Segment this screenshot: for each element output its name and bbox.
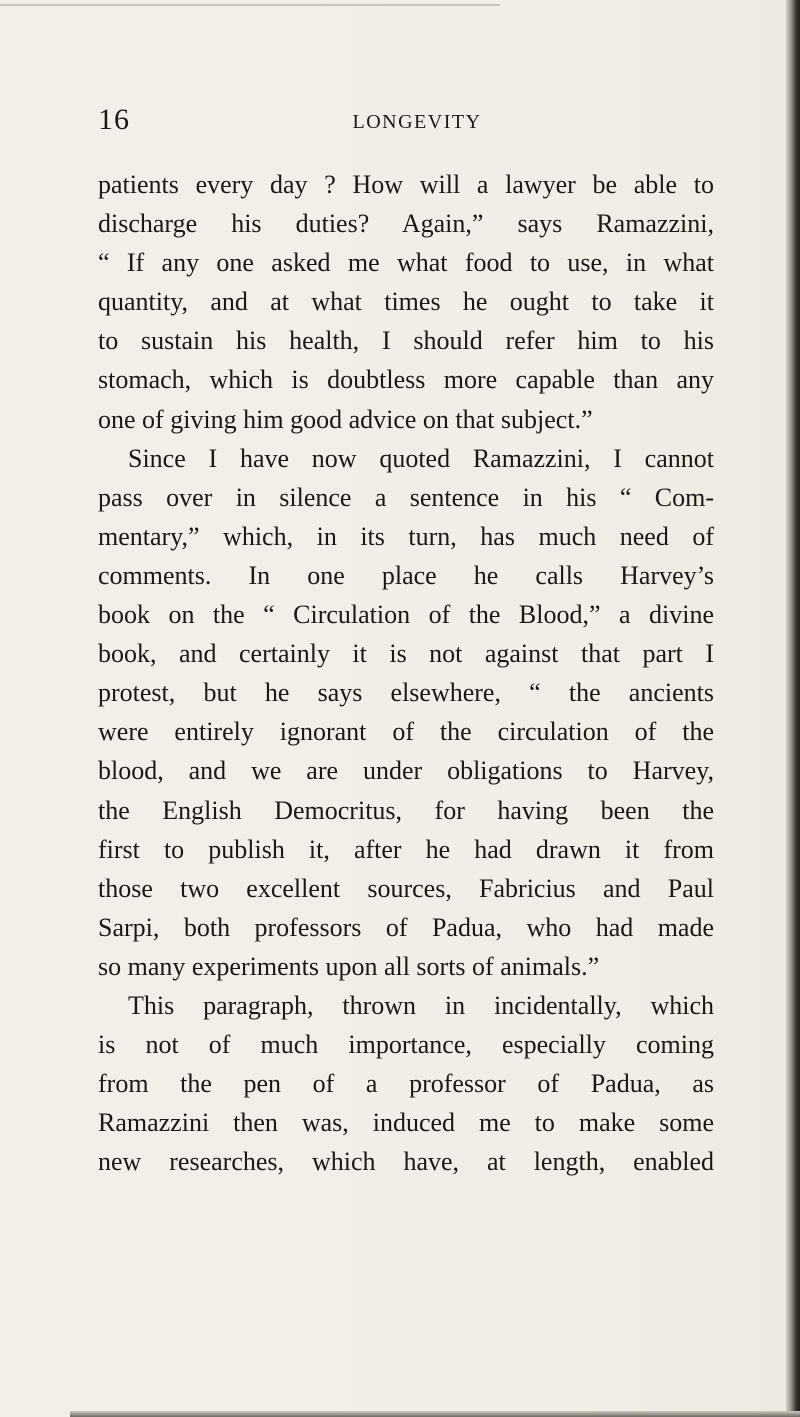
text-line: is not of much importance, especially coming	[98, 1030, 714, 1060]
page-number: 16	[98, 103, 130, 136]
text-line: Since I have now quoted Ramazzini, I cannot	[128, 443, 714, 473]
text-line: book, and certainly it is not against that part I	[98, 639, 714, 669]
text-line: book on the “ Circulation of the Blood,” a divine	[98, 600, 714, 630]
text-line: stomach, which is doubtless more capable than any	[98, 365, 714, 395]
text-line: patients every day ? How will a lawyer be able to	[98, 170, 714, 199]
text-line: those two excellent sources, Fabricius and Paul	[98, 873, 714, 903]
text-line: discharge his duties? Again,” says Ramazzini,	[98, 209, 714, 239]
text-line: so many experiments upon all sorts of animals.”	[98, 951, 600, 981]
text-line: comments. In one place he calls Harvey’s	[98, 560, 714, 590]
text-line: were entirely ignorant of the circulation of the	[98, 717, 714, 747]
text-line: blood, and we are under obligations to Harvey,	[98, 756, 714, 786]
text-line: Ramazzini then was, induced me to make some	[98, 1108, 714, 1138]
text-line: Sarpi, both professors of Padua, who had made	[98, 912, 714, 942]
text-line: new researches, which have, at length, enabled	[98, 1147, 714, 1177]
text-line: “ If any one asked me what food to use, in what	[98, 248, 714, 278]
text-line: protest, but he says elsewhere, “ the ancients	[98, 678, 714, 708]
text-line: first to publish it, after he had drawn it from	[98, 834, 714, 864]
text-line: mentary,” which, in its turn, has much need of	[98, 521, 714, 551]
text-line: the English Democritus, for having been the	[98, 795, 714, 825]
text-line: one of giving him good advice on that subject.”	[98, 404, 593, 434]
page-bottom-shadow	[70, 1411, 800, 1417]
page-top-rule	[0, 4, 500, 6]
text-line: pass over in silence a sentence in his “ Com-	[98, 482, 714, 512]
text-line: from the pen of a professor of Padua, as	[98, 1069, 714, 1099]
text-line: This paragraph, thrown in incidentally, which	[128, 990, 714, 1020]
text-line: to sustain his health, I should refer him to his	[98, 326, 714, 356]
body-text	[98, 165, 714, 1181]
page-header	[98, 104, 714, 144]
running-head: LONGEVITY	[352, 111, 482, 133]
text-line: quantity, and at what times he ought to take it	[98, 287, 714, 317]
page-edge-shadow	[786, 0, 800, 1417]
